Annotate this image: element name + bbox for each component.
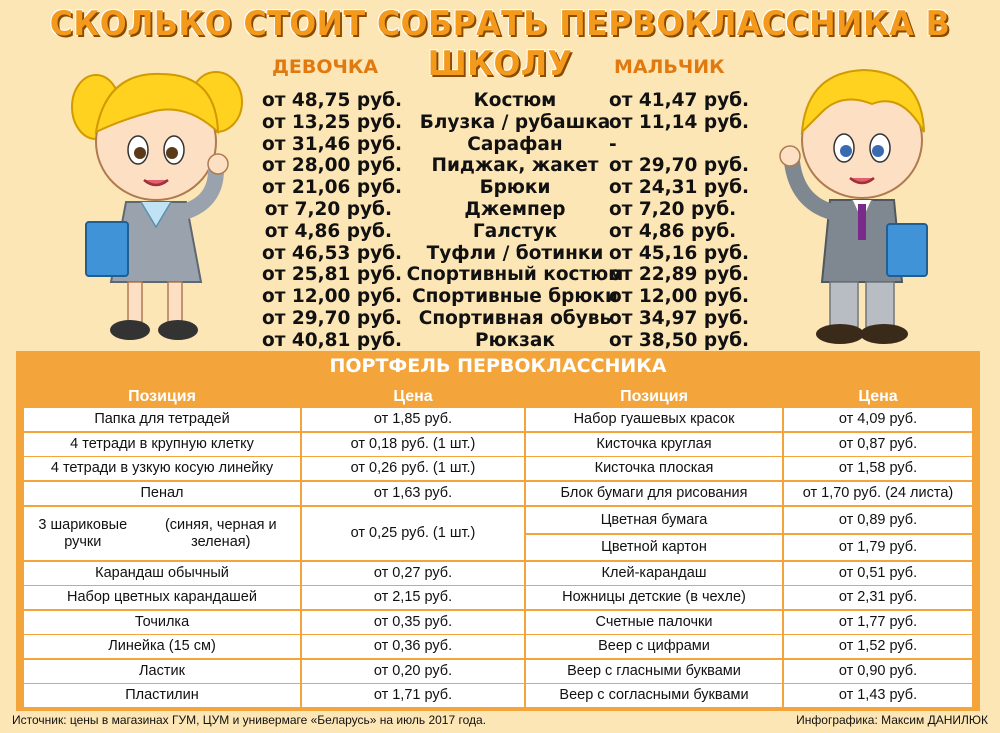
supply-price: от 0,20 руб. <box>302 660 524 683</box>
table-header-right-price: Цена <box>784 386 972 408</box>
clothing-item: Джемпер <box>464 198 566 220</box>
supply-name: Веер с цифрами <box>526 635 782 658</box>
table-header-left-price: Цена <box>302 386 524 408</box>
supply-name: Клей-карандаш <box>526 562 782 585</box>
table-header-right-position: Позиция <box>526 386 782 408</box>
boy-price: от 24,31 руб. <box>609 177 750 199</box>
supply-price: от 1,70 руб. (24 листа) <box>784 482 972 505</box>
supply-price: от 1,58 руб. <box>784 457 972 480</box>
girl-column-header: ДЕВОЧКА <box>272 56 379 78</box>
supply-price: от 2,15 руб. <box>302 586 524 609</box>
girl-price: от 31,46 руб. <box>262 133 403 155</box>
boy-price: от 34,97 руб. <box>609 307 750 329</box>
clothing-item: Спортивная обувь <box>418 307 612 329</box>
supply-price: от 2,31 руб. <box>784 586 972 609</box>
supply-price: от 0,51 руб. <box>784 562 972 585</box>
boy-price: от 22,89 руб. <box>609 264 750 286</box>
supply-name: 4 тетради в узкую косую линейку <box>24 457 300 480</box>
supply-price: от 0,25 руб. (1 шт.) <box>302 507 524 560</box>
supply-price: от 0,18 руб. (1 шт.) <box>302 433 524 456</box>
boy-price: от 38,50 руб. <box>609 329 750 351</box>
boy-illustration <box>752 52 952 352</box>
supply-name: Набор цветных карандашей <box>24 586 300 609</box>
boy-price: от 7,20 руб. <box>609 198 737 220</box>
supply-name: Цветная бумага <box>526 507 782 533</box>
girl-price: от 40,81 руб. <box>262 329 403 351</box>
supply-name: Веер с согласными буквами <box>526 684 782 707</box>
supply-price: от 0,90 руб. <box>784 660 972 683</box>
clothing-item: Сарафан <box>467 133 563 155</box>
clothing-item: Пиджак, жакет <box>431 155 599 177</box>
supply-price: от 0,27 руб. <box>302 562 524 585</box>
girl-price: от 25,81 руб. <box>262 264 403 286</box>
boy-price: от 11,14 руб. <box>609 111 750 133</box>
supply-price: от 1,43 руб. <box>784 684 972 707</box>
supply-name: Точилка <box>24 611 300 634</box>
supply-price: от 0,87 руб. <box>784 433 972 456</box>
girl-price: от 29,70 руб. <box>262 307 403 329</box>
supply-price: от 1,77 руб. <box>784 611 972 634</box>
girl-price: от 21,06 руб. <box>262 177 403 199</box>
supply-price: от 0,26 руб. (1 шт.) <box>302 457 524 480</box>
supply-name: 4 тетради в крупную клетку <box>24 433 300 456</box>
table-title: ПОРТФЕЛЬ ПЕРВОКЛАССНИКА <box>329 355 667 377</box>
supply-price: от 1,71 руб. <box>302 684 524 707</box>
boy-column-header: МАЛЬЧИК <box>614 56 725 78</box>
supply-price: от 4,09 руб. <box>784 408 972 431</box>
supply-name: Карандаш обычный <box>24 562 300 585</box>
girl-price: от 48,75 руб. <box>262 90 403 111</box>
table-header-left-position: Позиция <box>24 386 300 408</box>
school-supplies-table <box>16 351 980 711</box>
boy-price: от 41,47 руб. <box>609 90 750 111</box>
girl-price: от 4,86 руб. <box>264 220 392 242</box>
clothing-item: Спортивные брюки <box>412 286 618 308</box>
supply-name: Цветной картон <box>526 535 782 560</box>
supply-name: Кисточка плоская <box>526 457 782 480</box>
boy-price: от 29,70 руб. <box>609 155 750 177</box>
clothing-item: Галстук <box>472 220 558 242</box>
girl-illustration <box>66 52 266 352</box>
boy-prices-list <box>609 90 749 352</box>
clothing-item: Костюм <box>473 90 557 111</box>
supply-price: от 0,36 руб. <box>302 635 524 658</box>
boy-price: от 4,86 руб. <box>609 220 737 242</box>
girl-prices-list <box>262 90 403 352</box>
clothing-item: Спортивный костюм <box>406 264 624 286</box>
supply-name: Ножницы детские (в чехле) <box>526 586 782 609</box>
supply-name: Набор гуашевых красок <box>526 408 782 431</box>
girl-price: от 12,00 руб. <box>262 286 403 308</box>
supply-name: 3 шариковые ручки (синяя, черная и зеленая) <box>24 507 300 560</box>
boy-price: от 45,16 руб. <box>609 242 750 264</box>
girl-price: от 28,00 руб. <box>262 155 403 177</box>
clothing-item: Туфли / ботинки <box>426 242 604 264</box>
supply-name: Пенал <box>24 482 300 505</box>
boy-price: от 12,00 руб. <box>609 286 750 308</box>
girl-price: от 13,25 руб. <box>262 111 403 133</box>
girl-price: от 7,20 руб. <box>264 198 392 220</box>
supply-price: от 1,85 руб. <box>302 408 524 431</box>
supply-name: Ластик <box>24 660 300 683</box>
supply-name: Блок бумаги для рисования <box>526 482 782 505</box>
supply-name: Кисточка круглая <box>526 433 782 456</box>
girl-price: от 46,53 руб. <box>262 242 403 264</box>
supply-price: от 0,35 руб. <box>302 611 524 634</box>
supply-price: от 1,63 руб. <box>302 482 524 505</box>
footer-source: Источник: цены в магазинах ГУМ, ЦУМ и универмаге «Беларусь» на июль 2017 года. <box>12 713 487 727</box>
supply-price: от 0,89 руб. <box>784 507 972 533</box>
supply-name: Пластилин <box>24 684 300 707</box>
clothing-item: Блузка / рубашка <box>419 111 611 133</box>
supply-name: Счетные палочки <box>526 611 782 634</box>
clothing-item: Брюки <box>479 177 551 199</box>
supply-name: Линейка (15 см) <box>24 635 300 658</box>
supply-name: Папка для тетрадей <box>24 408 300 431</box>
clothing-item: Рюкзак <box>475 329 555 351</box>
boy-price: - <box>609 133 617 155</box>
page-title: СКОЛЬКО СТОИТ СОБРАТЬ ПЕРВОКЛАССНИКА В ШКОЛУ <box>49 4 951 84</box>
supply-price: от 1,52 руб. <box>784 635 972 658</box>
clothing-items-list <box>395 90 635 352</box>
supply-name: Веер с гласными буквами <box>526 660 782 683</box>
footer-credit: Инфографика: Максим ДАНИЛЮК <box>796 713 988 727</box>
supply-price: от 1,79 руб. <box>784 535 972 560</box>
